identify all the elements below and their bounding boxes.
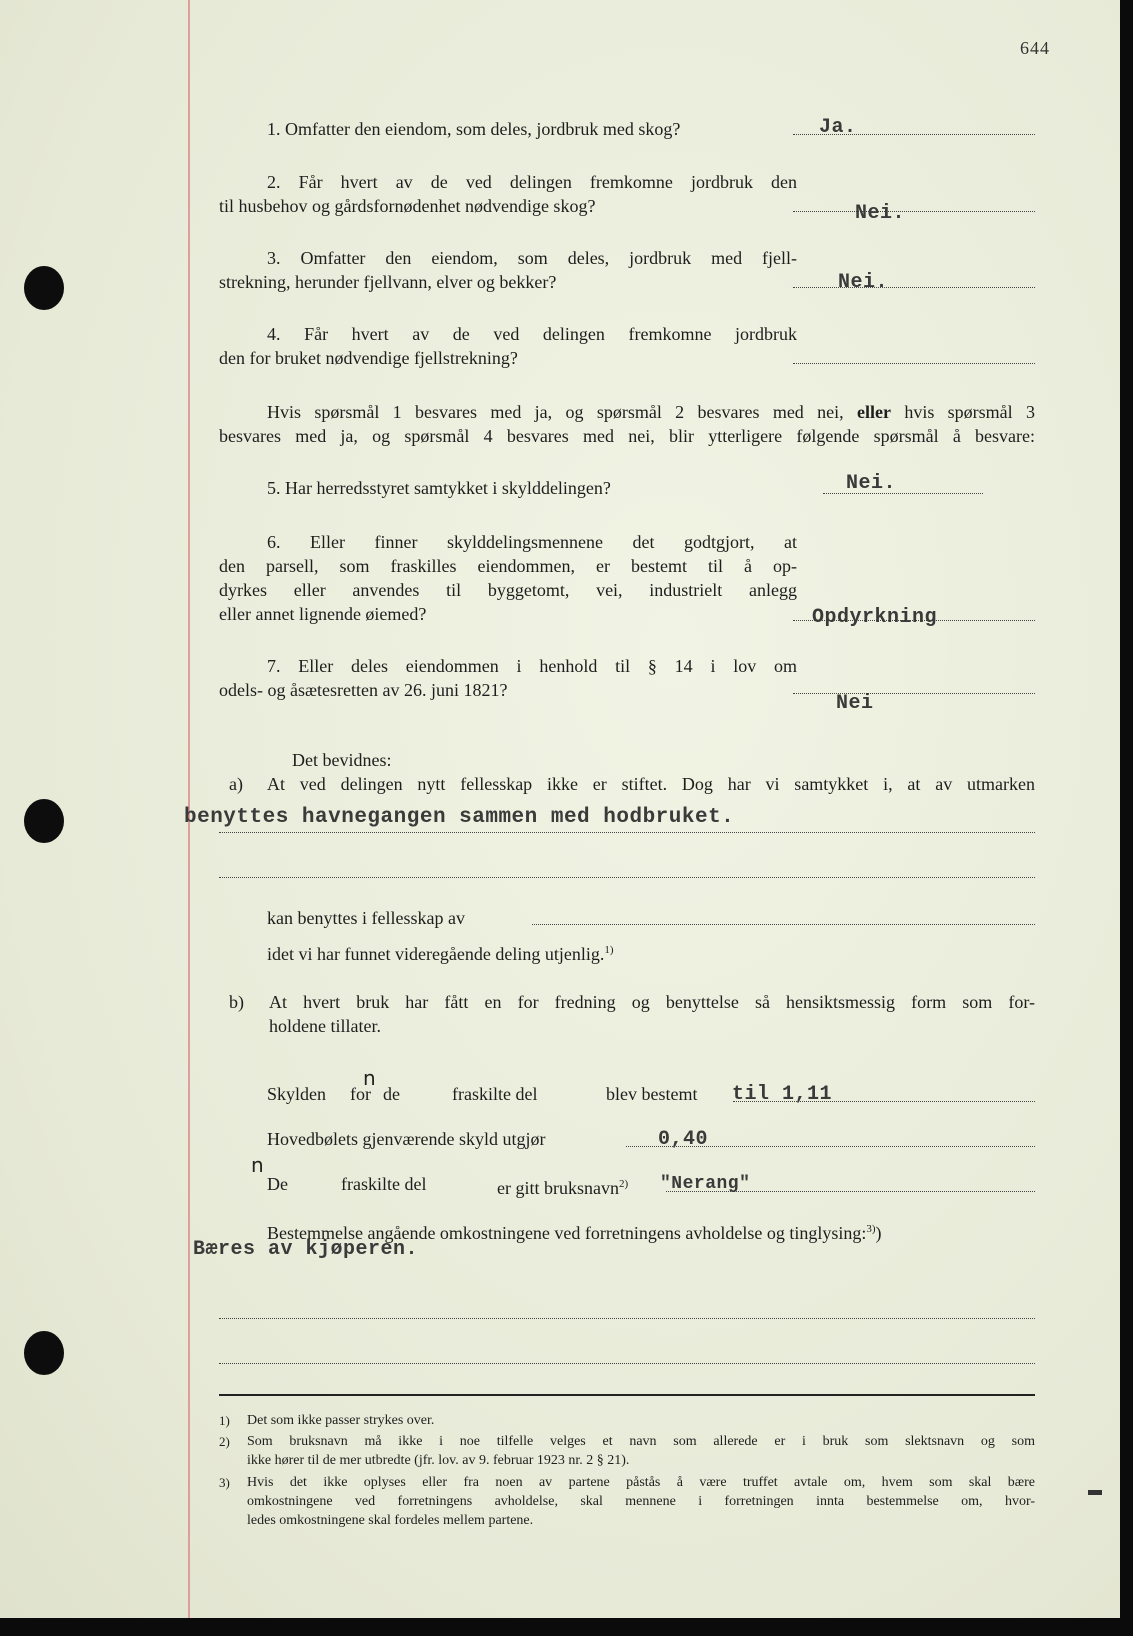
attest-a-typed: benyttes havnegangen sammen med hodbruket. (184, 806, 735, 829)
question-number: 5. (267, 478, 281, 498)
answer-7: Nei (836, 692, 874, 715)
attest-heading: Det bevidnes: (292, 750, 392, 770)
instruction-line2: besvares med ja, og spørsmål 4 besvares med nei, blir ytterligere følgende spørsmål å besvare: (219, 426, 1035, 446)
handwritten-n: n (363, 1066, 376, 1090)
question-4-line1 (267, 322, 797, 346)
question-1 (267, 117, 680, 141)
footnote-ref: 3) (866, 1223, 876, 1235)
name-fraskilte: fraskilte del (341, 1174, 427, 1194)
answer-2: Nei. (855, 202, 906, 225)
footnote-mark: 2) (219, 1434, 230, 1449)
footnote-text: Det som ikke passer strykes over. (247, 1413, 435, 1428)
name-value: "Nerang" (660, 1174, 751, 1194)
fill-line (219, 1318, 1035, 1319)
footnote-ref: 2) (618, 1178, 629, 1190)
question-text: Omfatter den eiendom, som deles, jordbruk med fjell- (300, 248, 797, 268)
attest-b-line2: holdene tillater. (269, 1016, 381, 1036)
question-4-line2: den for bruket nødvendige fjellstrekning? (219, 348, 518, 368)
answer-line (793, 693, 1035, 694)
question-7-line2: odels- og åsætesretten av 26. juni 1821? (219, 680, 508, 700)
question-text: Eller finner skylddelingsmennene det godtgjort, at (310, 532, 797, 552)
question-3-line1 (267, 246, 797, 270)
main-skyld-value: 0,40 (658, 1128, 709, 1151)
footnote-text: omkostningene ved forretningens avholdelse, skal mennene i forretningen innta bestemmelse om, hvor- (247, 1494, 1035, 1509)
punch-hole (24, 799, 64, 843)
answer-1: Ja. (819, 116, 857, 139)
question-text: Får hvert av de ved delingen fremkomne jordbruk den (298, 172, 798, 192)
answer-line (793, 287, 1035, 288)
footnote-mark: 1) (219, 1413, 230, 1428)
question-7-line1 (267, 654, 797, 678)
answer-5: Nei. (846, 472, 897, 495)
fill-line (219, 877, 1035, 878)
question-6-line1 (267, 530, 797, 554)
skyld-value: til 1,11 (732, 1083, 833, 1106)
question-text: Omfatter den eiendom, som deles, jordbruk med skog? (285, 119, 681, 139)
question-number: 1. (267, 119, 281, 139)
attest-b-label: b) (229, 992, 244, 1012)
instruction-line1 (267, 400, 1035, 424)
main-skyld-label: Hovedbølets gjenværende skyld utgjør (267, 1129, 546, 1149)
punch-hole (24, 266, 64, 310)
name-de: De (267, 1174, 288, 1194)
question-3-line2: strekning, herunder fjellvann, elver og bekker? (219, 272, 557, 292)
footnote-text: ikke hører til de mer utbredte (jfr. lov. av 9. februar 1923 nr. 2 § 21). (247, 1453, 630, 1468)
question-5 (267, 476, 611, 500)
page-edge-mark (1088, 1490, 1102, 1495)
answer-line (793, 211, 1035, 212)
common-use-line (532, 924, 1035, 925)
footnote-separator (219, 1394, 1035, 1396)
division-text: idet vi har funnet videregående deling utjenlig. (267, 944, 605, 964)
question-number: 4. (267, 324, 281, 344)
question-2-line2: til husbehov og gårdsfornødenhet nødvendige skog? (219, 196, 596, 216)
question-number: 7. (267, 656, 281, 676)
instruction-text: Hvis spørsmål 1 besvares med ja, og spørsmål 2 besvares med nei, (267, 402, 844, 422)
fill-line (219, 1363, 1035, 1364)
question-6-line3: dyrkes eller anvendes til byggetomt, vei, industrielt anlegg (219, 580, 797, 600)
attest-b-line1: At hvert bruk har fått en for fredning og benyttelse så hensiktsmessig form som for- (269, 992, 1035, 1012)
skyld-word: Skylden (267, 1084, 327, 1104)
name-label (497, 1172, 628, 1200)
common-use-label: kan benyttes i fellesskap av (267, 908, 465, 928)
punch-hole (24, 1331, 64, 1375)
question-text: Har herredsstyret samtykket i skylddelingen? (285, 478, 611, 498)
instruction-text: hvis spørsmål 3 (904, 402, 1035, 422)
handwritten-n: n (251, 1153, 264, 1177)
question-text: Eller deles eiendommen i henhold til § 14 i lov om (298, 656, 797, 676)
costs-label: Bestemmelse angående omkostningene ved forretningens avholdelse og tinglysing:$^{3)}$) (267, 1223, 882, 1243)
footnote-text: ledes omkostningene skal fordeles mellem partene. (247, 1513, 534, 1528)
question-2-line1 (267, 170, 797, 194)
answer-3: Nei. (838, 271, 889, 294)
footnote-text: Hvis det ikke oplyses eller fra noen av partene påstås å være truffet avtale om, hvem som skal bære (247, 1475, 1035, 1490)
question-number: 3. (267, 248, 281, 268)
question-number: 6. (267, 532, 281, 552)
question-6-line2: den parsell, som fraskilles eiendommen, er bestemt til å op- (219, 556, 797, 576)
fill-line (219, 832, 1035, 833)
skyld-fraskilte: fraskilte del (452, 1084, 538, 1104)
division-statement (267, 938, 614, 966)
instruction-emphasis: eller (856, 402, 891, 422)
costs-label-text: Bestemmelse angående omkostningene ved forretningens avholdelse og tinglysing: (267, 1223, 867, 1243)
costs-value: Bæres av kjøperen. (193, 1238, 419, 1261)
footnote-text: Som bruksnavn må ikke i noe tilfelle velges et navn som allerede er i bruk som slektsnavn og som (247, 1434, 1035, 1449)
skyld-for: for (350, 1084, 371, 1104)
attest-a-label: a) (229, 774, 243, 794)
question-text: Får hvert av de ved delingen fremkomne jordbruk (304, 324, 797, 344)
page-number: 644 (1020, 38, 1050, 58)
footnote-mark: 3) (219, 1475, 230, 1490)
answer-6: Opdyrkning (812, 606, 938, 629)
footnote-ref: 1) (604, 944, 614, 956)
question-number: 2. (267, 172, 281, 192)
name-label-text: er gitt bruksnavn (497, 1178, 619, 1198)
attest-a-text: At ved delingen nytt fellesskap ikke er stiftet. Dog har vi samtykket i, at av utmarken (267, 774, 1035, 794)
skyld-bestemt: blev bestemt (606, 1084, 698, 1104)
question-6-line4: eller annet lignende øiemed? (219, 604, 427, 624)
skyld-de: de (383, 1084, 400, 1104)
answer-line (793, 363, 1035, 364)
